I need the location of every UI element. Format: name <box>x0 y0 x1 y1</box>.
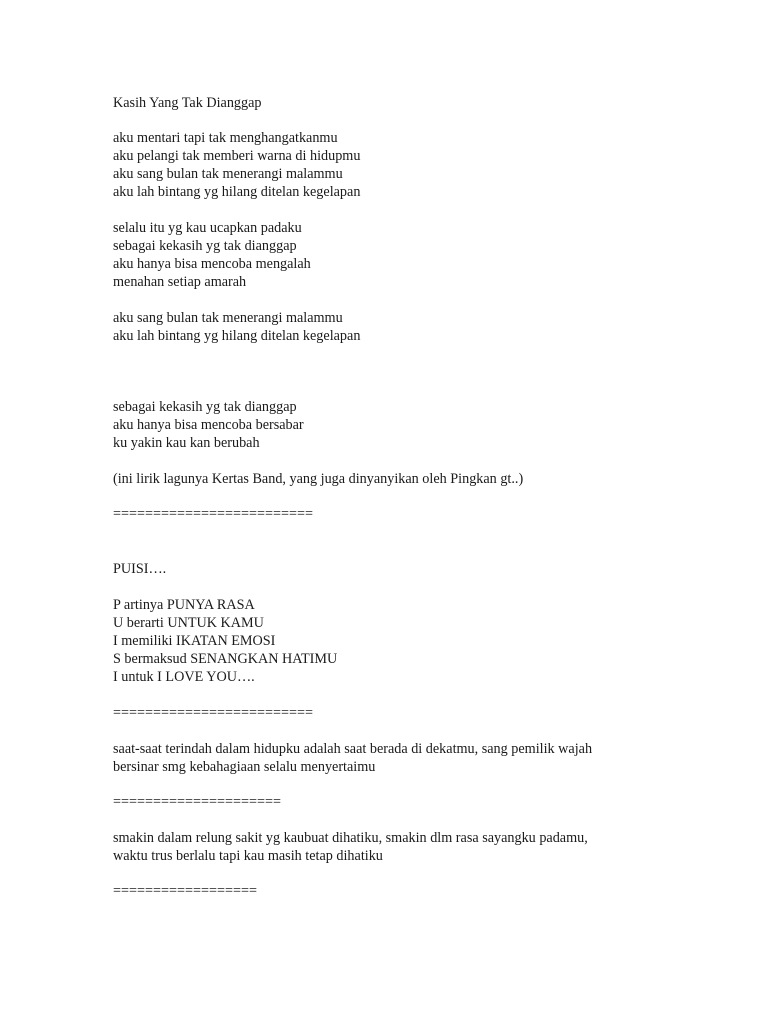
divider-4: ================== <box>113 883 258 899</box>
divider-1: ========================= <box>113 506 314 522</box>
stanza-3-line-1: aku sang bulan tak menerangi malammu <box>113 310 343 326</box>
paragraph-2-line-1: smakin dalam relung sakit yg kaubuat dihatiku, smakin dlm rasa sayangku padamu, <box>113 830 588 846</box>
stanza-4-line-1: sebagai kekasih yg tak dianggap <box>113 399 297 415</box>
acrostic-line-5: I untuk I LOVE YOU…. <box>113 669 255 685</box>
acrostic-line-2: U berarti UNTUK KAMU <box>113 615 264 631</box>
stanza-2-line-4: menahan setiap amarah <box>113 274 247 290</box>
divider-2: ========================= <box>113 705 314 721</box>
acrostic-line-1: P artinya PUNYA RASA <box>113 597 255 613</box>
stanza-1-line-1: aku mentari tapi tak menghangatkanmu <box>113 130 338 146</box>
stanza-1-line-2: aku pelangi tak memberi warna di hidupmu <box>113 148 361 164</box>
stanza-2-line-3: aku hanya bisa mencoba mengalah <box>113 256 311 272</box>
stanza-3-line-2: aku lah bintang yg hilang ditelan kegelapan <box>113 328 361 344</box>
document-title: Kasih Yang Tak Dianggap <box>113 95 262 111</box>
acrostic-line-4: S bermaksud SENANGKAN HATIMU <box>113 651 338 667</box>
paragraph-1-line-1: saat-saat terindah dalam hidupku adalah saat berada di dekatmu, sang pemilik wajah <box>113 741 593 757</box>
divider-3: ===================== <box>113 794 282 810</box>
stanza-1-line-4: aku lah bintang yg hilang ditelan kegelapan <box>113 184 361 200</box>
puisi-heading: PUISI…. <box>113 561 167 577</box>
stanza-2-line-2: sebagai kekasih yg tak dianggap <box>113 238 297 254</box>
stanza-4-line-3: ku yakin kau kan berubah <box>113 435 260 451</box>
paragraph-1-line-2: bersinar smg kebahagiaan selalu menyertaimu <box>113 759 376 775</box>
stanza-4-line-2: aku hanya bisa mencoba bersabar <box>113 417 304 433</box>
stanza-1-line-3: aku sang bulan tak menerangi malammu <box>113 166 343 182</box>
acrostic-line-3: I memiliki IKATAN EMOSI <box>113 633 276 649</box>
stanza-2-line-1: selalu itu yg kau ucapkan padaku <box>113 220 302 236</box>
paragraph-2-line-2: waktu trus berlalu tapi kau masih tetap dihatiku <box>113 848 383 864</box>
song-note: (ini lirik lagunya Kertas Band, yang juga dinyanyikan oleh Pingkan gt..) <box>113 471 524 487</box>
